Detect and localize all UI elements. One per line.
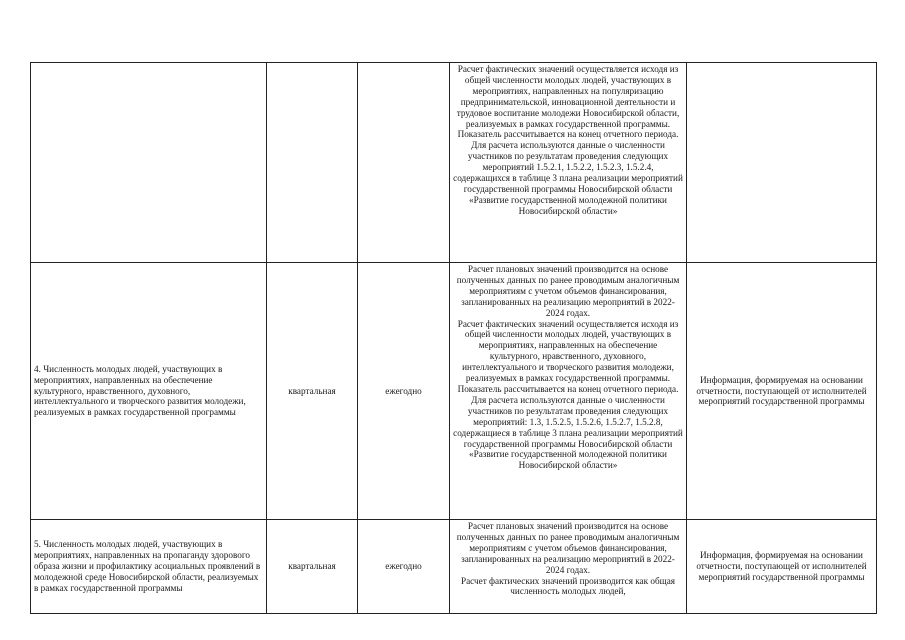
periodicity-cell: ежегодно: [358, 263, 450, 520]
method-paragraph: Расчет фактических значений осуществляется исходя из общей численности молодых людей, участвующих в мероприятиях, направленных на популяризацию предпринимательской, инновационной деятельности и трудовое воспитание молодежи Новосибирской области, реализуемых в рамках государственной программы. Показатель рассчитывается на конец отчетного периода. Для расчета используются данные о численности участников по результатам проведения следующих мероприятий 1.5.2.1, 1.5.2.2, 1.5.2.3, 1.5.2.4, содержащихся в таблице 3 плана реализации мероприятий государственной программы Новосибирской области «Развитие государственной молодежной политики Новосибирской области»: [453, 64, 683, 216]
frequency-cell: квартальная: [267, 520, 358, 614]
frequency-cell: [267, 63, 358, 263]
indicator-cell: 4. Численность молодых людей, участвующих в мероприятиях, направленных на обеспечение культурного, нравственного, духовного, интеллектуального и творческого развития молодежи, реализуемых в рамках государственной программы: [31, 263, 267, 520]
method-cell: [450, 520, 687, 614]
table-row: [31, 63, 877, 263]
method-paragraph: Расчет фактических значений производится как общая численность молодых людей,: [460, 575, 676, 597]
indicator-cell: [31, 63, 267, 263]
method-cell: [450, 263, 687, 520]
method-paragraph: Расчет плановых значений производится на основе полученных данных по ранее проводимым аналогичным мероприятиям с учетом объемов финансирования, запланированных на реализацию мероприятий в 2022-2024 годах.: [456, 521, 680, 575]
periodicity-cell: [358, 63, 450, 263]
method-cell: [450, 63, 687, 263]
method-paragraph: Расчет плановых значений производится на основе полученных данных по ранее проводимым аналогичным мероприятиям с учетом объемов финансирования, запланированных на реализацию мероприятий в 2022-2024 годах.: [456, 264, 680, 318]
table-row: [31, 520, 877, 614]
method-paragraph: Расчет фактических значений осуществляется исходя из общей численности молодых людей, участвующих в мероприятиях, направленных на обеспечение культурного, нравственного, духовного, интеллектуального и творческого развития молодежи, реализуемых в рамках государственной программы. Показатель рассчитывается на конец отчетного периода. Для расчета используются данные о численности участников по результатам проведения следующих мероприятий: 1.3, 1.5.2.5, 1.5.2.6, 1.5.2.7, 1.5.2.8, содержащиеся в таблице 3 плана реализации мероприятий государственной программы Новосибирской области «Развитие государственной молодежной политики Новосибирской области»: [453, 318, 683, 471]
source-cell: Информация, формируемая на основании отчетности, поступающей от исполнителей мероприятий государственной программы: [687, 520, 877, 614]
source-cell: [687, 63, 877, 263]
source-cell: Информация, формируемая на основании отчетности, поступающей от исполнителей мероприятий государственной программы: [687, 263, 877, 520]
periodicity-cell: ежегодно: [358, 520, 450, 614]
frequency-cell: квартальная: [267, 263, 358, 520]
indicators-table: [30, 62, 877, 614]
indicator-cell: 5. Численность молодых людей, участвующих в мероприятиях, направленных на пропаганду здорового образа жизни и профилактику асоциальных проявлений в молодежной среде Новосибирской области, реализуемых в рамках государственной программы: [31, 520, 267, 614]
table-row: [31, 263, 877, 520]
